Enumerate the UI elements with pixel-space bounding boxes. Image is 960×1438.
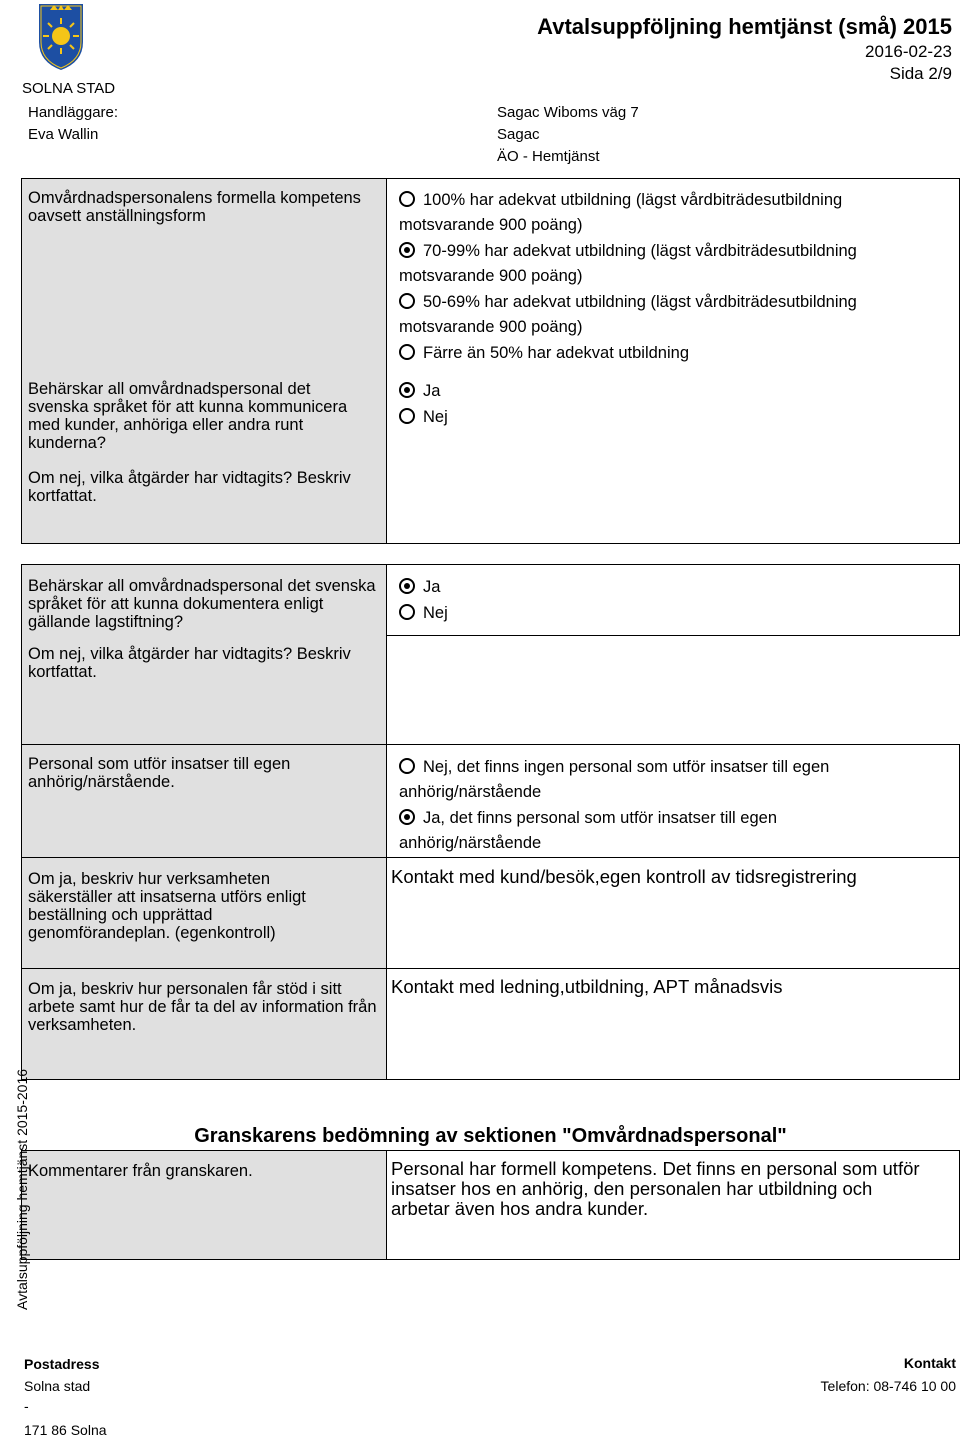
competence-option-50-69[interactable]: 50-69% har adekvat utbildning (lägst vårdbiträdesutbildning motsvarande 900 poäng) <box>399 293 857 336</box>
handler-label: Handläggare: <box>28 104 119 121</box>
radio-unselected-icon[interactable] <box>399 758 415 774</box>
relatives-followup-answer: Kontakt med kund/besök,egen kontroll av tidsregistrering <box>391 866 857 887</box>
postal-line-2: - <box>24 1398 29 1414</box>
radio-selected-icon[interactable] <box>399 809 415 825</box>
support-question-cell <box>21 968 387 1080</box>
review-section <box>21 1118 960 1260</box>
support-question: Om ja, beskriv hur personalen får stöd i sitt arbete samt hur de får ta del av information från verksamheten. <box>28 980 377 1034</box>
radio-selected-icon[interactable] <box>399 578 415 594</box>
relatives-followup-answer-cell <box>386 857 960 969</box>
language-document-answer-cell <box>386 564 960 636</box>
radio-unselected-icon[interactable] <box>399 408 415 424</box>
language-document-option-ja[interactable]: Ja <box>399 575 440 600</box>
document-date: 2016-02-23 <box>865 42 952 61</box>
review-title: Granskarens bedömning av sektionen "Omvårdnadspersonal" <box>194 1125 787 1147</box>
postal-line-1: Solna stad <box>24 1378 91 1394</box>
org-name: SOLNA STAD <box>22 80 116 97</box>
review-label: Kommentarer från granskaren. <box>28 1162 253 1180</box>
support-answer-cell <box>386 968 960 1080</box>
radio-unselected-icon[interactable] <box>399 191 415 207</box>
page-number: Sida 2/9 <box>889 64 952 83</box>
radio-selected-icon[interactable] <box>399 242 415 258</box>
competence-option-100[interactable]: 100% har adekvat utbildning (lägst vårdbiträdesutbildning motsvarande 900 poäng) <box>399 191 843 234</box>
competence-option-70-99[interactable]: 70-99% har adekvat utbildning (lägst vårdbiträdesutbildning motsvarande 900 poäng) <box>399 242 857 285</box>
relatives-option-nej[interactable]: Nej, det finns ingen personal som utför insatser till egen anhörig/närstående <box>399 758 830 801</box>
postal-line-3: 171 86 Solna <box>24 1422 107 1438</box>
radio-unselected-icon[interactable] <box>399 344 415 360</box>
review-comment: Personal har formell kompetens. Det finns en personal som utför insatser hos en anhörig, den personalen har utbildning och arbetar även hos andra kunder. <box>391 1158 920 1219</box>
relatives-answer-cell <box>386 744 960 858</box>
contact-phone: Telefon: 08-746 10 00 <box>820 1378 956 1394</box>
radio-unselected-icon[interactable] <box>399 293 415 309</box>
competence-question: Omvårdnadspersonalens formella kompetens oavsett anställningsform <box>28 189 361 225</box>
language-communicate-option-nej[interactable]: Nej <box>399 405 448 430</box>
support-answer: Kontakt med ledning,utbildning, APT månadsvis <box>391 976 783 997</box>
language-communicate-option-ja[interactable]: Ja <box>399 379 440 404</box>
language-document-question-cell <box>21 564 387 745</box>
contact-heading: Kontakt <box>903 1355 956 1371</box>
handler-name: Eva Wallin <box>28 126 99 143</box>
language-document-option-nej[interactable]: Nej <box>399 601 448 626</box>
relatives-followup-question-cell <box>21 857 387 969</box>
radio-unselected-icon[interactable] <box>399 604 415 620</box>
language-communicate-followup: Om nej, vilka åtgärder har vidtagits? Beskriv kortfattat. <box>28 469 351 505</box>
side-document-label: Avtalsuppföljning hemtjänst 2015-2016 <box>14 1068 30 1310</box>
relatives-followup-question: Om ja, beskriv hur verksamheten säkerställer att insatserna utförs enligt beställning och upprättad genomförandeplan. (egenkontroll) <box>28 870 306 942</box>
language-document-question: Behärskar all omvårdnadspersonal det svenska språket för att kunna dokumentera enligt gällande lagstiftning? <box>28 577 376 631</box>
relatives-question: Personal som utför insatser till egen anhörig/närstående. <box>28 755 291 791</box>
competence-option-under-50[interactable]: Färre än 50% har adekvat utbildning <box>399 341 689 366</box>
relatives-question-cell <box>21 744 387 858</box>
competence-answer-cell <box>386 178 960 544</box>
address-line-3: ÄO - Hemtjänst <box>497 148 600 165</box>
address-line-1: Sagac Wiboms väg 7 <box>497 104 639 121</box>
radio-selected-icon[interactable] <box>399 382 415 398</box>
solna-stad-logo <box>36 2 86 72</box>
address-line-2: Sagac <box>497 126 540 143</box>
review-comment-cell <box>386 1150 960 1260</box>
language-communicate-question: Behärskar all omvårdnadspersonal det svenska språket för att kunna kommunicera med kunder, anhöriga eller andra runt kunderna? <box>28 380 348 452</box>
competence-question-cell <box>21 178 387 544</box>
review-label-cell <box>21 1150 387 1260</box>
relatives-option-ja[interactable]: Ja, det finns personal som utför insatser till egen anhörig/närstående <box>399 809 778 852</box>
postal-heading: Postadress <box>24 1356 100 1372</box>
document-title: Avtalsuppföljning hemtjänst (små) 2015 <box>537 14 952 39</box>
language-document-followup: Om nej, vilka åtgärder har vidtagits? Beskriv kortfattat. <box>28 645 351 681</box>
